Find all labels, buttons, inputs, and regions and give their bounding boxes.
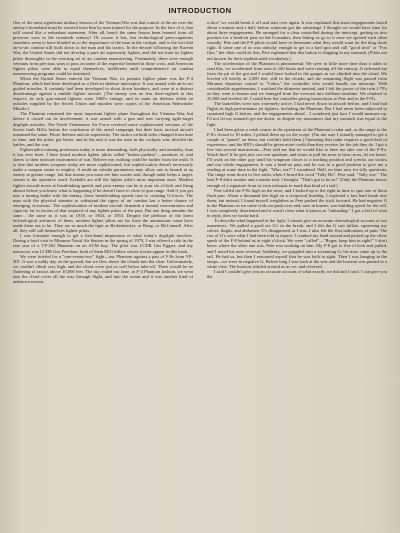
- paragraph: Fighter-pilot training profession today is more demanding, both physically and mentally, than it has ever been. I have heard modern fighter pilots called "button pushers"—monitors of, and slaves to their intricate instruments of war. Believe me, nothing could be farther from the truth. It is true that modern weapons today are more sophisticated, but sophistication doesn't necessarily make a weapon easier to employ. A multi-air missile parameters may allow one to launch at an enemy at greater range, but that means you must see him sooner and, though radar helps a target, sooner is the operative word. Eyeballs are still the fighter pilot's most important asset. Modern fighter aircraft move at breathtaking speeds and your enemy can be at your six o'clock and firing almost before you know what is happening if he doesn't have to close to gun range. And if you get into a turning battle with the enemy, those breath-taking speeds turn to crushing G-forces. The man with the physical stamina to withstand the rigors of air combat has a better chance of emerging victorious. The sophistication of modern aircraft demands a mental concentration and capacity far in excess of that required of any fighter pilots of the past. But one thing remains the same... the same as it was in 1918, or 1944, or 1953. Despite the plethora of the latest technological advances of them, modern fighter pilots are far from the automatons some have made them out to be. They are as much the tiger as Rickenbacker, or Bong, or McConnell. After all, they still call themselves fighter pilots.: [13, 146, 193, 234]
- paragraph: Pete called the F-8s high on the nose, and I looked up to the right in time to spot one of them flash past. About a thousand feet high on a reciprocal heading. I expected a fast hard break into them, but instead, I found myself weightless as Pete pushed the stick forward. He had negative G in the Phantom as we came with our push over and, now in burner, was building speed for the roll. I was completely disoriented and it wasn't clear what it knows as "unloading." I got a feel of what in reply, then we broke hard.: [207, 187, 387, 218]
- page-title: INTRODUCTION: [168, 6, 232, 15]
- paragraph: The acceleration of the Phantom is phenomenal. We were in little more time than it takes to read this, we accelerated from zero to 160 knots and were rotating off the runway. It sickened me from the pit of the gut and I would have looked to the gauges as we climbed into the cloud. We leveled off briefly at 3,000 feet, still in the clouds, and the remaining flight was passed from Miramar departure control to "Cobra," the controller who would handle our intercept. With considerable apprehension, I watched the altimeter unwind, and I felt the power of the twin J-79's as they went to burner and we emerged from the overcast into brilliant sunshine. We climbed to 25,000 and leveled off. I could hear the controller giving instructions to Pete and to the F-8's.: [207, 60, 387, 102]
- paragraph: One of the most significant military lessons of the Vietnam War was that control of the air over the enemy's homeland must be wrested from him by men trained for the purpose. In the face of it, that will sound like a redundant statement. After all, hasn't the same lesson been learned from all previous wars in the twentieth century? Of course it has, but technological preoccupations somehow seem to have blinded us to the importance of the man in the cockpit, and to the fact that air-to-air combat still boils down to the man and his tactics. In the decade following the Korean War, the United States did not develop a pure air superiority fighter, and did not train its fighter pilots thoroughly in the exacting art of air combat maneuvering. Fortunately, there were enough veterans from previous wars to pass on some of the expertise learned in those wars, and American fighter pilots were able to equal themselves, indifferent until comprehensive air combat maneuvering programs could be instituted.: [13, 20, 193, 76]
- right-text-column: [207, 20, 387, 526]
- paragraph: The butterflies were now extremely active. I had never flown in aircraft before, and I had had flights in high performance jet fighters, including the Phantom. But I had never been subjected to sustained high G before, and the engagements ahead... I wondered just how I would measure up. I'd not let my stomach get me down, as despite my assurances that my stomach was equal to the fight.: [207, 101, 387, 127]
- paragraph: When the United States entered the Vietnam War, its premier fighter plane was the F-4 Phantom, which had been developed as a fleet air defense interceptor. It was armed with air-to-air guided missiles. It certainly had been developed to shoot down bombers, and were at a distinct disadvantage against a nimble fighter aircraft. (The enemy was no less short-sighted in this respect; its only gun-armed fighters were 1960's vintage, and its main air defense relied on missiles supplied by the Soviet Union and missiles were copies of the American Sidewinder Missile.): [13, 75, 193, 112]
- paragraph: We were briefed for a "one-versus-two" fight—our Phantom against a pair of F-8s from VF-301. It was a ruddy day on the ground, but we flew above the clouds into the clear. Unfortunately, we couldn't climb very high, and the cloud cover put us well below take-off. There would be no flattening of tactics above 10,000 feet. The sky ended our time, in F-4 Phantom fashion, we went into the cloud cover all the way through flight, and into the ocean and it was another kind of unknown terrain.: [13, 253, 193, 284]
- paragraph: The Phantom remained the most important fighter plane throughout the Vietnam War, but before it closed out its involvement, it was armed with a gun and was carrying agile-target dogfight missiles. The North Vietnamese Air Force received more sophisticated versions of the Soviet built MiGs before the conclusion of the aerial campaign, but their basic tactical aircraft remained the same. Pilots' defense and air superiority. The tactics on both sides changed from time to time, and the pilots got better, and in the end it was the men in the cockpits who decided the battles, and the war.: [13, 111, 193, 147]
- paragraph: I said I couldn't give you an accurate account of what exactly we did and I can't. I can give you the: [207, 268, 387, 279]
- paragraph: a shot" we would break it off and start over again. It was explained that most engagements lasted about a minute and a half, before someone got the advantage. I thought we would have time for about three engagements. He arranged for a clear controlled during the intercept, getting us into position for a head-on pass on the Crusaders, then letting us go to it once we spotted each other visually. Pete and the F-8 pilots would have to determine what they would want for the drag chute fight. If some one of us was unlucky enough to get in a bad spot and call "good shot" or "Fox One," the other could do this. Pete explained that this button to flapping in my stomach. (Pilots are not known for their sophisticated vocabulary.): [207, 20, 387, 61]
- paragraph: I had been given a crash course in the operation of the Phantom's radar and, as the range to the F-8's closed to 10 miles, I picked them up on the scope. (I'm not sure I actually managed to get a couple of "paints" on them, but couldn't hold them.) Operating that radar requires a good deal of experience, and the RIO's should be given more credit than they receive for the job they do. I got a few last second instructions—Pete told me that he would like to have me take one of the F-8's. Watch him! If he gets into our rear quadrant, and starts to pull his nose to bear on us, let me know. I'll work on the other guy until his wingman closes to a tracking position and wrecks our tactics and our whole engagement. It was a head-on pass and he was in a good position to give me a reading at some time in the fight. "Who, me?" I wondered. Well, no time now for silly questions. The range went down to five miles when I heard the word "Tally Ho". Pete said, "Tally one." The lead F-8 did a smoker and a smoke trail. I thought, "That's got to be us!" (Only the Phantom leaves enough of a signature from its twin exhausts to mark that kind of a tail.): [207, 126, 387, 188]
- left-text-column: [13, 20, 193, 526]
- paragraph: I was fortunate enough to get a first-hand impression of what today's dogfight involves. During a brief visit to Miramar Naval Air Station in the spring of 1974, I was offered a ride in the rear seat of a VF-302 Phantom on an ACM hop. The pilot was LCDR Gus Eggert, and my instructor was LCDR Gus Freedom, both of them MiG-killers whose stories appear in this book.: [13, 233, 193, 254]
- paragraph: To describe what happened in the fight, I cannot give an accurate chronological account of our maneuvers. We pulled a good six G's in the break, and I felt the G suit inflate, squeezing my calves, thighs, and abdomen. G's disappeared as I was. I also felt the first indications of pain. The rise of G's were what I had been told to expect. I cranked my head around and picked up the silver speck of the F-8 behind us at eight o'clock. We were "called"—"Roger, keep him in sight!" I don't know where the other one was. Pete was working on him. My F-8 got to five o'clock and pulled, and I noted his nose reversal. Suddenly, we grappled into a screaming G; his nose came up to the tail. He had us, but then I reassured myself that he was both in sight. Then I was hanging in the straps—we were in negative G. Before long I was back at the seat and the horizon was pinned in a white view. The horizon whirled around us as we, and reversed.: [207, 218, 387, 269]
